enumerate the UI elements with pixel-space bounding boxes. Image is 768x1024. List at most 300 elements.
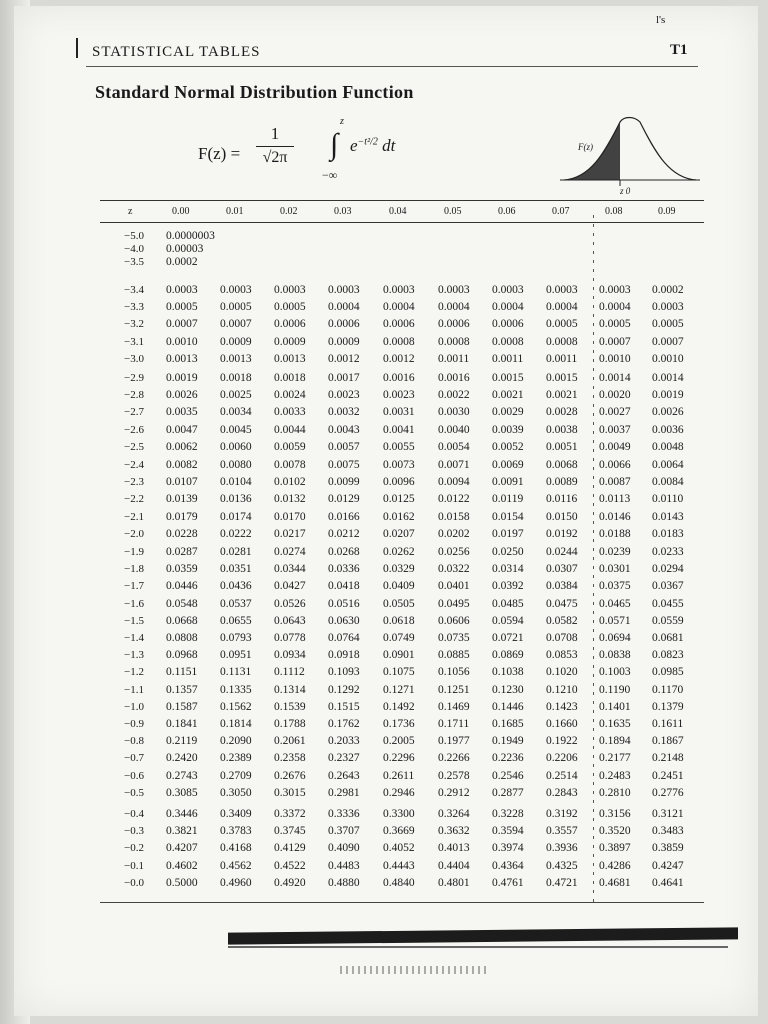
probability-cell: 0.2743 xyxy=(166,769,198,782)
probability-cell: 0.0029 xyxy=(492,406,524,419)
probability-cell: 0.0021 xyxy=(546,389,578,402)
probability-cell: 0.0250 xyxy=(492,546,524,558)
probability-cell: 0.4801 xyxy=(438,876,470,889)
integrand-base: e xyxy=(350,136,358,155)
probability-cell: 0.0526 xyxy=(274,597,306,610)
table-row xyxy=(100,701,704,717)
probability-cell: 0.0516 xyxy=(328,597,360,610)
probability-cell: 0.1379 xyxy=(652,700,684,713)
probability-cell: 0.1446 xyxy=(492,700,524,713)
probability-cell: 0.0951 xyxy=(220,649,252,662)
probability-cell: 0.0007 xyxy=(220,318,252,331)
probability-cell: 0.1210 xyxy=(546,683,578,696)
probability-cell: 0.2451 xyxy=(652,769,684,782)
probability-cell: 0.0003 xyxy=(220,284,252,296)
probability-cell: 0.0044 xyxy=(274,423,306,436)
probability-cell: 0.2005 xyxy=(383,735,415,748)
table-row xyxy=(100,825,704,841)
probability-cell: 0.0007 xyxy=(166,318,198,331)
probability-cell: 0.1660 xyxy=(546,718,578,730)
probability-cell: 0.0040 xyxy=(438,423,470,436)
probability-cell: 0.0146 xyxy=(599,510,631,523)
probability-cell: 0.2776 xyxy=(652,786,684,799)
table-row xyxy=(100,860,704,876)
probability-cell: 0.0009 xyxy=(328,335,360,348)
probability-cell: 0.0007 xyxy=(652,335,684,348)
probability-cell: 0.0110 xyxy=(652,493,684,506)
probability-cell: 0.0082 xyxy=(166,459,198,471)
cdf-formula xyxy=(198,114,478,184)
z-value: −3.3 xyxy=(124,301,144,314)
probability-cell: 0.0039 xyxy=(492,423,524,436)
probability-cell: 0.0409 xyxy=(383,580,415,593)
probability-cell: 0.0655 xyxy=(220,614,252,627)
probability-cell: 0.1271 xyxy=(383,683,415,696)
probability-cell: 0.0021 xyxy=(492,389,524,402)
probability-cell: 0.1056 xyxy=(438,666,470,679)
probability-cell: 0.0465 xyxy=(599,597,631,610)
probability-cell: 0.0150 xyxy=(546,510,578,523)
z-value: −0.1 xyxy=(124,859,144,872)
probability-cell: 0.3015 xyxy=(274,786,306,799)
probability-cell: 0.0274 xyxy=(274,546,306,558)
page-label: T1 xyxy=(670,42,688,58)
probability-cell: 0.4483 xyxy=(328,859,360,872)
z-value: −0.2 xyxy=(124,842,144,855)
probability-cell: 0.0091 xyxy=(492,476,524,489)
column-header: 0.03 xyxy=(334,206,352,217)
probability-cell: 0.0014 xyxy=(652,372,684,384)
probability-cell: 0.5000 xyxy=(166,876,198,889)
probability-cell: 0.0045 xyxy=(220,423,252,436)
probability-cell: 0.0006 xyxy=(328,318,360,331)
probability-cell: 0.0018 xyxy=(274,372,306,384)
probability-cell: 0.2177 xyxy=(599,752,631,765)
table-top-rule xyxy=(100,200,704,201)
probability-cell: 0.0606 xyxy=(438,614,470,627)
z-value: −1.4 xyxy=(124,632,144,644)
probability-cell: 0.0336 xyxy=(328,563,360,576)
probability-cell: 0.2546 xyxy=(492,769,524,782)
probability-cell: 0.3936 xyxy=(546,842,578,855)
probability-cell: 0.0143 xyxy=(652,510,684,523)
probability-cell: 0.4443 xyxy=(383,859,415,872)
probability-cell: 0.0401 xyxy=(438,580,470,593)
probability-cell: 0.0014 xyxy=(599,372,631,384)
probability-cell: 0.0329 xyxy=(383,563,415,576)
probability-cell: 0.0212 xyxy=(328,527,360,540)
table-row xyxy=(100,476,704,492)
probability-cell: 0.2611 xyxy=(383,769,415,782)
column-header: 0.06 xyxy=(498,206,516,217)
probability-cell: 0.0008 xyxy=(383,335,415,348)
probability-cell: 0.0838 xyxy=(599,649,631,662)
probability-cell: 0.0006 xyxy=(492,318,524,331)
probability-cell: 0.4168 xyxy=(220,842,252,855)
running-header: STATISTICAL TABLES xyxy=(92,44,261,60)
probability-cell: 0.0087 xyxy=(599,476,631,489)
z-value: −3.0 xyxy=(124,352,144,365)
probability-cell: 0.2843 xyxy=(546,786,578,799)
probability-cell: 0.1469 xyxy=(438,700,470,713)
probability-cell: 0.0322 xyxy=(438,563,470,576)
probability-cell: 0.1736 xyxy=(383,718,415,730)
probability-cell: 0.0174 xyxy=(220,510,252,523)
probability-cell: 0.0094 xyxy=(438,476,470,489)
table-row xyxy=(100,353,704,369)
probability-cell: 0.2810 xyxy=(599,786,631,799)
probability-cell: 0.2946 xyxy=(383,786,415,799)
probability-cell: 0.0207 xyxy=(383,527,415,540)
probability-cell: 0.0003 xyxy=(546,284,578,296)
probability-cell: 0.4840 xyxy=(383,876,415,889)
probability-cell: 0.0668 xyxy=(166,614,198,627)
probability-cell: 0.1093 xyxy=(328,666,360,679)
probability-cell: 0.0125 xyxy=(383,493,415,506)
z-value: −2.6 xyxy=(124,423,144,436)
table-row xyxy=(100,493,704,509)
probability-cell: 0.3156 xyxy=(599,808,631,820)
probability-cell: 0.3446 xyxy=(166,808,198,820)
probability-cell: 0.0102 xyxy=(274,476,306,489)
probability-cell: 0.2514 xyxy=(546,769,578,782)
table-bottom-rule xyxy=(100,902,704,903)
probability-cell: 0.0011 xyxy=(546,352,578,365)
probability-cell: 0.0003 xyxy=(274,284,306,296)
integral-sign: ∫ xyxy=(330,128,339,161)
probability-cell: 0.1038 xyxy=(492,666,524,679)
probability-cell: 0.0049 xyxy=(599,440,631,453)
probability-cell: 0.0392 xyxy=(492,580,524,593)
table-row xyxy=(100,808,704,824)
z-value: −1.9 xyxy=(124,546,144,558)
probability-cell: 0.0256 xyxy=(438,546,470,558)
probability-cell: 0.4207 xyxy=(166,842,198,855)
probability-cell: 0.0436 xyxy=(220,580,252,593)
probability-cell: 0.0005 xyxy=(546,318,578,331)
probability-cell: 0.4364 xyxy=(492,859,524,872)
table-row xyxy=(100,787,704,803)
probability-cell: 0.0071 xyxy=(438,459,470,471)
probability-cell: 0.2236 xyxy=(492,752,524,765)
probability-cell: 0.1922 xyxy=(546,735,578,748)
probability-cell: 0.0166 xyxy=(328,510,360,523)
probability-cell: 0.0136 xyxy=(220,493,252,506)
probability-cell: 0.0011 xyxy=(492,352,524,365)
probability-cell: 0.0003 xyxy=(652,301,684,314)
probability-cell: 0.0004 xyxy=(328,301,360,314)
table-row xyxy=(100,284,704,300)
probability-cell: 0.0968 xyxy=(166,649,198,662)
z-value: −0.0 xyxy=(124,876,144,889)
probability-cell: 0.0375 xyxy=(599,580,631,593)
probability-cell: 0.0708 xyxy=(546,632,578,644)
z-value: −2.8 xyxy=(124,389,144,402)
table-row xyxy=(100,718,704,734)
probability-cell: 0.0019 xyxy=(652,389,684,402)
probability-cell: 0.0062 xyxy=(166,440,198,453)
probability-cell: 0.4880 xyxy=(328,876,360,889)
probability-cell: 0.0778 xyxy=(274,632,306,644)
z-value: −5.0 xyxy=(124,230,144,242)
corner-mark: l's xyxy=(656,14,666,26)
probability-cell: 0.0026 xyxy=(652,406,684,419)
probability-cell: 0.0022 xyxy=(438,389,470,402)
probability-cell: 0.0016 xyxy=(438,372,470,384)
table-row xyxy=(100,441,704,457)
probability-cell: 0.0010 xyxy=(166,335,198,348)
probability-cell: 0.0009 xyxy=(220,335,252,348)
probability-cell: 0.1515 xyxy=(328,700,360,713)
probability-cell: 0.0005 xyxy=(652,318,684,331)
probability-cell: 0.2709 xyxy=(220,769,252,782)
probability-cell: 0.2981 xyxy=(328,786,360,799)
probability-cell: 0.1562 xyxy=(220,700,252,713)
z-value: −0.5 xyxy=(124,786,144,799)
probability-cell: 0.0023 xyxy=(383,389,415,402)
probability-cell: 0.0010 xyxy=(599,352,631,365)
probability-cell: 0.4920 xyxy=(274,876,306,889)
probability-cell: 0.4325 xyxy=(546,859,578,872)
probability-cell: 0.2912 xyxy=(438,786,470,799)
probability-cell: 0.0268 xyxy=(328,546,360,558)
probability-cell: 0.0023 xyxy=(328,389,360,402)
table-row xyxy=(100,842,704,858)
formula-numerator: 1 xyxy=(270,124,280,143)
probability-cell: 0.0307 xyxy=(546,563,578,576)
probability-cell: 0.0239 xyxy=(599,546,631,558)
probability-cell: 0.0043 xyxy=(328,423,360,436)
probability-cell: 0.0013 xyxy=(274,352,306,365)
header-rule xyxy=(86,66,698,67)
z-value: −3.2 xyxy=(124,318,144,331)
probability-cell: 0.0808 xyxy=(166,632,198,644)
table-row xyxy=(100,459,704,475)
probability-cell: 0.3336 xyxy=(328,808,360,820)
probability-cell: 0.0002 xyxy=(652,284,684,296)
integral-upper-limit: z xyxy=(340,116,344,127)
probability-cell: 0.4404 xyxy=(438,859,470,872)
probability-cell: 0.0139 xyxy=(166,493,198,506)
probability-cell: 0.1711 xyxy=(438,718,470,730)
probability-cell: 0.3974 xyxy=(492,842,524,855)
probability-cell: 0.3594 xyxy=(492,825,524,838)
scan-dots xyxy=(340,966,490,974)
z-value: −2.4 xyxy=(124,459,144,471)
probability-cell: 0.0033 xyxy=(274,406,306,419)
probability-cell: 0.0158 xyxy=(438,510,470,523)
column-header: 0.04 xyxy=(389,206,407,217)
probability-cell: 0.0080 xyxy=(220,459,252,471)
z-value: −0.6 xyxy=(124,769,144,782)
probability-cell: 0.4522 xyxy=(274,859,306,872)
probability-cell: 0.3745 xyxy=(274,825,306,838)
z-value: −1.5 xyxy=(124,614,144,627)
probability-cell: 0.0035 xyxy=(166,406,198,419)
probability-cell: 0.0885 xyxy=(438,649,470,662)
z-value: −0.9 xyxy=(124,718,144,730)
probability-cell: 0.0048 xyxy=(652,440,684,453)
probability-cell: 0.0222 xyxy=(220,527,252,540)
probability-cell: 0.4761 xyxy=(492,876,524,889)
integrand-exponent: −t²/2 xyxy=(357,136,378,148)
probability-cell: 0.4721 xyxy=(546,876,578,889)
z-value: −1.3 xyxy=(124,649,144,662)
probability-cell: 0.2206 xyxy=(546,752,578,765)
table-row xyxy=(100,615,704,631)
probability-cell: 0.1003 xyxy=(599,666,631,679)
graph-label-z xyxy=(620,186,630,196)
probability-cell: 0.2389 xyxy=(220,752,252,765)
probability-cell: 0.0004 xyxy=(546,301,578,314)
probability-cell: 0.0002 xyxy=(166,256,198,268)
probability-cell: 0.0018 xyxy=(220,372,252,384)
probability-cell: 0.0735 xyxy=(438,632,470,644)
probability-cell: 0.0749 xyxy=(383,632,415,644)
page-title: Standard Normal Distribution Function xyxy=(95,82,414,102)
z-value: −2.5 xyxy=(124,440,144,453)
scan-line xyxy=(228,946,728,948)
z-value: −0.3 xyxy=(124,825,144,838)
probability-cell: 0.0010 xyxy=(652,352,684,365)
probability-cell: 0.0162 xyxy=(383,510,415,523)
probability-cell: 0.4681 xyxy=(599,876,631,889)
z-value: −3.1 xyxy=(124,335,144,348)
probability-cell: 0.0107 xyxy=(166,476,198,489)
probability-cell: 0.0006 xyxy=(274,318,306,331)
probability-cell: 0.1230 xyxy=(492,683,524,696)
probability-cell: 0.0104 xyxy=(220,476,252,489)
probability-cell: 0.0059 xyxy=(274,440,306,453)
probability-cell: 0.0005 xyxy=(274,301,306,314)
probability-cell: 0.1949 xyxy=(492,735,524,748)
probability-cell: 0.0012 xyxy=(328,352,360,365)
probability-cell: 0.0197 xyxy=(492,527,524,540)
probability-cell: 0.4562 xyxy=(220,859,252,872)
probability-cell: 0.0582 xyxy=(546,614,578,627)
z-value: −2.7 xyxy=(124,406,144,419)
probability-cell: 0.0054 xyxy=(438,440,470,453)
graph-axis-label-zero: 0 xyxy=(625,186,631,196)
probability-cell: 0.0643 xyxy=(274,614,306,627)
probability-cell: 0.0016 xyxy=(383,372,415,384)
probability-cell: 0.0154 xyxy=(492,510,524,523)
probability-cell: 0.0004 xyxy=(383,301,415,314)
probability-cell: 0.4052 xyxy=(383,842,415,855)
probability-cell: 0.0005 xyxy=(220,301,252,314)
probability-cell: 0.1190 xyxy=(599,683,631,696)
probability-cell: 0.0051 xyxy=(546,440,578,453)
probability-cell: 0.2676 xyxy=(274,769,306,782)
probability-cell: 0.0681 xyxy=(652,632,684,644)
probability-cell: 0.0089 xyxy=(546,476,578,489)
table-row xyxy=(100,511,704,527)
integrand xyxy=(350,136,395,156)
probability-cell: 0.0455 xyxy=(652,597,684,610)
header-rule xyxy=(100,222,704,223)
probability-cell: 0.2643 xyxy=(328,769,360,782)
probability-cell: 0.0985 xyxy=(652,666,684,679)
probability-cell: 0.0764 xyxy=(328,632,360,644)
probability-cell: 0.2033 xyxy=(328,735,360,748)
probability-cell: 0.0793 xyxy=(220,632,252,644)
probability-cell: 0.3897 xyxy=(599,842,631,855)
column-header: 0.07 xyxy=(552,206,570,217)
z-value: −2.9 xyxy=(124,372,144,384)
table-row xyxy=(100,684,704,700)
z-value: −3.5 xyxy=(124,256,144,268)
table-row xyxy=(100,424,704,440)
probability-cell: 0.0294 xyxy=(652,563,684,576)
probability-cell: 0.0367 xyxy=(652,580,684,593)
probability-cell: 0.0170 xyxy=(274,510,306,523)
probability-cell: 0.0918 xyxy=(328,649,360,662)
probability-cell: 0.1685 xyxy=(492,718,524,730)
probability-cell: 0.0000003 xyxy=(166,230,215,242)
probability-cell: 0.0281 xyxy=(220,546,252,558)
probability-cell: 0.1112 xyxy=(274,666,305,679)
table-row xyxy=(100,735,704,751)
probability-cell: 0.0594 xyxy=(492,614,524,627)
column-header: 0.05 xyxy=(444,206,462,217)
table-row xyxy=(100,372,704,388)
table-row xyxy=(100,666,704,682)
probability-cell: 0.0262 xyxy=(383,546,415,558)
z-value: −2.0 xyxy=(124,527,144,540)
probability-cell: 0.0179 xyxy=(166,510,198,523)
probability-cell: 0.1977 xyxy=(438,735,470,748)
probability-cell: 0.1894 xyxy=(599,735,631,748)
table-row xyxy=(100,256,704,272)
table-row xyxy=(100,563,704,579)
probability-cell: 0.0202 xyxy=(438,527,470,540)
probability-cell: 0.0008 xyxy=(546,335,578,348)
probability-cell: 0.2877 xyxy=(492,786,524,799)
probability-cell: 0.4090 xyxy=(328,842,360,855)
z-value: −1.7 xyxy=(124,580,144,593)
probability-cell: 0.4013 xyxy=(438,842,470,855)
graph-label-f: F(z) xyxy=(578,142,593,152)
probability-cell: 0.1762 xyxy=(328,718,360,730)
probability-cell: 0.0113 xyxy=(599,493,631,506)
probability-cell: 0.0057 xyxy=(328,440,360,453)
probability-cell: 0.1131 xyxy=(220,666,252,679)
probability-cell: 0.0073 xyxy=(383,459,415,471)
probability-cell: 0.0217 xyxy=(274,527,306,540)
probability-cell: 0.0192 xyxy=(546,527,578,540)
probability-cell: 0.0559 xyxy=(652,614,684,627)
table-row xyxy=(100,336,704,352)
probability-cell: 0.3632 xyxy=(438,825,470,838)
probability-cell: 0.0119 xyxy=(492,493,524,506)
z-value: −1.0 xyxy=(124,700,144,713)
probability-cell: 0.0015 xyxy=(492,372,524,384)
probability-cell: 0.3783 xyxy=(220,825,252,838)
probability-cell: 0.0034 xyxy=(220,406,252,419)
probability-cell: 0.0004 xyxy=(599,301,631,314)
probability-cell: 0.1151 xyxy=(166,666,198,679)
probability-cell: 0.0003 xyxy=(383,284,415,296)
probability-cell: 0.0505 xyxy=(383,597,415,610)
probability-cell: 0.1611 xyxy=(652,718,684,730)
margin-tick xyxy=(76,38,78,58)
probability-cell: 0.00003 xyxy=(166,243,204,255)
table-row xyxy=(100,649,704,665)
probability-cell: 0.0618 xyxy=(383,614,415,627)
probability-cell: 0.0017 xyxy=(328,372,360,384)
probability-cell: 0.0055 xyxy=(383,440,415,453)
probability-cell: 0.0228 xyxy=(166,527,198,540)
